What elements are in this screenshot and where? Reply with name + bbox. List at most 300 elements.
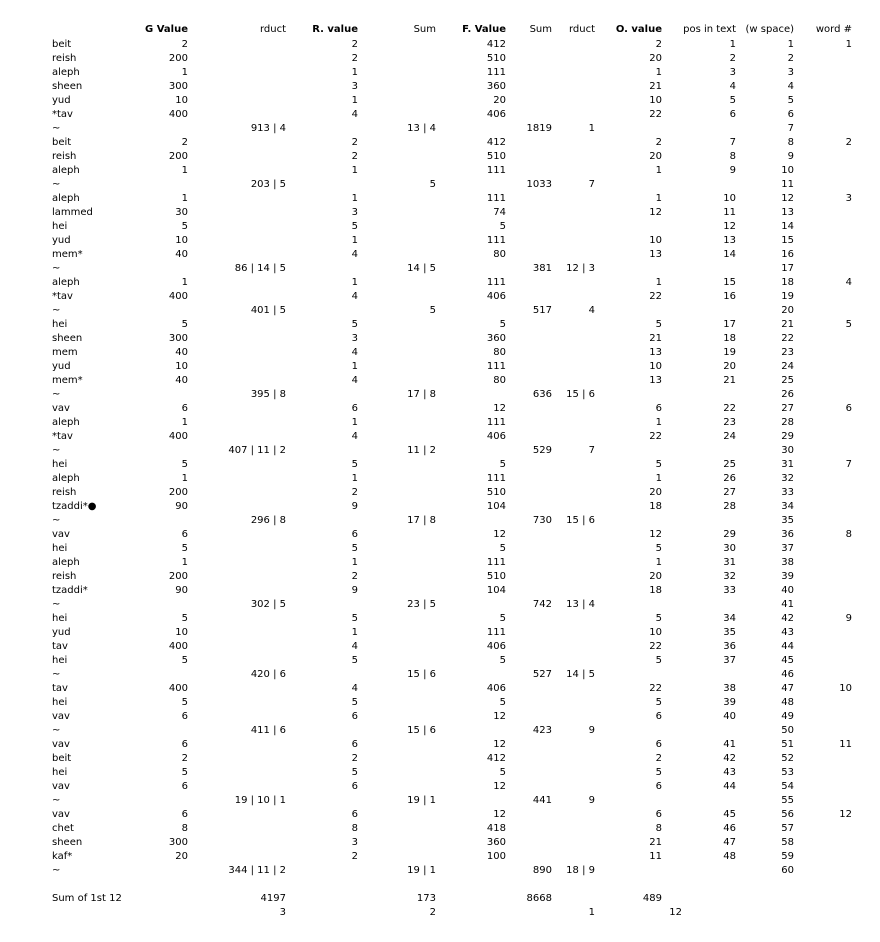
sum-2-cell: 1819	[526, 123, 552, 134]
sum-2-cell: 529	[532, 445, 552, 456]
letter-row	[0, 542, 880, 556]
letter-name: aleph	[52, 193, 80, 204]
r-value-cell: 2	[351, 571, 358, 582]
pos-in-text-cell: 15	[723, 277, 736, 288]
letter-name: beit	[52, 137, 72, 148]
r-value-cell: 4	[351, 375, 358, 386]
letter-name: beit	[52, 753, 72, 764]
rduct-2-cell: 9	[588, 795, 595, 806]
f-value-cell: 12	[493, 529, 506, 540]
pos-in-text-cell: 43	[723, 767, 736, 778]
o-value-cell: 6	[655, 403, 662, 414]
g-value-cell: 1	[181, 473, 188, 484]
sum-2-cell: 890	[532, 865, 552, 876]
pos-in-text-cell: 19	[723, 347, 736, 358]
r-value-cell: 1	[351, 95, 358, 106]
o-value-cell: 22	[649, 291, 662, 302]
r-value-cell: 6	[351, 739, 358, 750]
letter-row	[0, 472, 880, 486]
o-value-cell: 20	[649, 571, 662, 582]
f-value-cell: 5	[499, 613, 506, 624]
o-value-cell: 10	[649, 627, 662, 638]
r-value-cell: 1	[351, 557, 358, 568]
o-value-cell: 2	[655, 137, 662, 148]
w-space-cell: 7	[787, 123, 794, 134]
letter-name: tav	[52, 683, 68, 694]
g-value-cell: 5	[181, 697, 188, 708]
g-value-cell: 6	[181, 809, 188, 820]
letter-name: sheen	[52, 333, 83, 344]
r-value-cell: 6	[351, 711, 358, 722]
f-value-cell: 360	[486, 837, 506, 848]
w-space-cell: 5	[787, 95, 794, 106]
w-space-cell: 48	[781, 697, 794, 708]
r-value-cell: 4	[351, 109, 358, 120]
r-value-cell: 1	[351, 235, 358, 246]
letter-row	[0, 626, 880, 640]
pos-in-text-cell: 31	[723, 557, 736, 568]
rduct-2-cell: 12 | 3	[566, 263, 595, 274]
w-space-cell: 37	[781, 543, 794, 554]
letter-name: aleph	[52, 277, 80, 288]
o-value-cell: 1	[655, 277, 662, 288]
g-value-cell: 6	[181, 403, 188, 414]
r-value-cell: 5	[351, 655, 358, 666]
w-space-cell: 43	[781, 627, 794, 638]
o-value-cell: 18	[649, 585, 662, 596]
letter-name: reish	[52, 53, 77, 64]
pos-in-text-cell: 22	[723, 403, 736, 414]
r-value-cell: 2	[351, 137, 358, 148]
subtotal-row	[0, 388, 880, 402]
summary-reduction-row	[0, 906, 880, 920]
pos-in-text-cell: 7	[729, 137, 736, 148]
letter-name: vav	[52, 711, 70, 722]
letter-row	[0, 682, 880, 696]
w-space-cell: 55	[781, 795, 794, 806]
g-value-cell: 2	[181, 39, 188, 50]
o-value-cell: 11	[649, 851, 662, 862]
letter-name: ~	[52, 795, 61, 806]
g-value-cell: 6	[181, 739, 188, 750]
r-value-cell: 3	[351, 333, 358, 344]
w-space-cell: 33	[781, 487, 794, 498]
f-value-cell: 510	[486, 571, 506, 582]
w-space-cell: 38	[781, 557, 794, 568]
letter-row	[0, 374, 880, 388]
letter-name: aleph	[52, 417, 80, 428]
sum-2-cell: 381	[532, 263, 552, 274]
r-value-cell: 5	[351, 319, 358, 330]
o-value-cell: 22	[649, 641, 662, 652]
w-space-cell: 54	[781, 781, 794, 792]
g-value-cell: 1	[181, 165, 188, 176]
word-number-cell: 5	[845, 319, 852, 330]
g-value-cell: 40	[175, 375, 188, 386]
o-value-cell: 21	[649, 333, 662, 344]
f-value-cell: 360	[486, 333, 506, 344]
letter-row	[0, 654, 880, 668]
rduct-2-cell: 18 | 9	[566, 865, 595, 876]
letter-name: yud	[52, 627, 71, 638]
letter-name: hei	[52, 221, 68, 232]
o-value-cell: 5	[655, 459, 662, 470]
pos-in-text-cell: 20	[723, 361, 736, 372]
r-value-cell: 6	[351, 809, 358, 820]
f-value-cell: 510	[486, 151, 506, 162]
pos-in-text-cell: 35	[723, 627, 736, 638]
g-value-cell: 5	[181, 221, 188, 232]
w-space-cell: 17	[781, 263, 794, 274]
letter-row	[0, 402, 880, 416]
rduct-cell: 395 | 8	[250, 389, 286, 400]
rduct-cell: 411 | 6	[250, 725, 286, 736]
f-value-cell: 111	[486, 361, 506, 372]
summary-rduct-reduced: 3	[279, 907, 286, 918]
o-value-cell: 5	[655, 319, 662, 330]
letter-name: aleph	[52, 557, 80, 568]
word-number-cell: 12	[839, 809, 852, 820]
letter-name: vav	[52, 529, 70, 540]
w-space-cell: 1	[787, 39, 794, 50]
w-space-cell: 40	[781, 585, 794, 596]
pos-in-text-cell: 30	[723, 543, 736, 554]
letter-row	[0, 220, 880, 234]
o-value-cell: 8	[655, 823, 662, 834]
summary-rduct-2-reduced: 1	[588, 907, 595, 918]
letter-name: beit	[52, 39, 72, 50]
w-space-cell: 29	[781, 431, 794, 442]
sum-cell: 15 | 6	[407, 725, 436, 736]
w-space-cell: 45	[781, 655, 794, 666]
sum-cell: 19 | 1	[407, 865, 436, 876]
w-space-cell: 12	[781, 193, 794, 204]
g-value-cell: 10	[175, 361, 188, 372]
f-value-cell: 20	[493, 95, 506, 106]
g-value-cell: 400	[168, 683, 188, 694]
letter-row	[0, 612, 880, 626]
header-f-value: F. Value	[462, 24, 506, 35]
o-value-cell: 1	[655, 67, 662, 78]
o-value-cell: 12	[649, 207, 662, 218]
f-value-cell: 412	[486, 137, 506, 148]
pos-in-text-cell: 40	[723, 711, 736, 722]
o-value-cell: 1	[655, 417, 662, 428]
w-space-cell: 58	[781, 837, 794, 848]
r-value-cell: 5	[351, 543, 358, 554]
o-value-cell: 20	[649, 151, 662, 162]
pos-in-text-cell: 12	[723, 221, 736, 232]
r-value-cell: 1	[351, 165, 358, 176]
f-value-cell: 406	[486, 641, 506, 652]
letter-name: hei	[52, 459, 68, 470]
o-value-cell: 5	[655, 613, 662, 624]
pos-in-text-cell: 14	[723, 249, 736, 260]
g-value-cell: 1	[181, 193, 188, 204]
r-value-cell: 4	[351, 347, 358, 358]
letter-name: ~	[52, 515, 61, 526]
o-value-cell: 20	[649, 487, 662, 498]
rduct-2-cell: 9	[588, 725, 595, 736]
pos-in-text-cell: 27	[723, 487, 736, 498]
f-value-cell: 5	[499, 543, 506, 554]
pos-in-text-cell: 25	[723, 459, 736, 470]
w-space-cell: 16	[781, 249, 794, 260]
subtotal-row	[0, 122, 880, 136]
f-value-cell: 510	[486, 53, 506, 64]
letter-row	[0, 822, 880, 836]
o-value-cell: 13	[649, 375, 662, 386]
f-value-cell: 111	[486, 473, 506, 484]
subtotal-row	[0, 178, 880, 192]
letter-name: hei	[52, 767, 68, 778]
sum-2-cell: 517	[532, 305, 552, 316]
letter-row	[0, 696, 880, 710]
g-value-cell: 10	[175, 627, 188, 638]
letter-row	[0, 780, 880, 794]
r-value-cell: 2	[351, 753, 358, 764]
g-value-cell: 400	[168, 431, 188, 442]
pos-in-text-cell: 13	[723, 235, 736, 246]
sum-2-cell: 742	[532, 599, 552, 610]
f-value-cell: 111	[486, 67, 506, 78]
letter-row	[0, 808, 880, 822]
letter-row	[0, 164, 880, 178]
letter-name: ~	[52, 599, 61, 610]
letter-row	[0, 710, 880, 724]
r-value-cell: 3	[351, 81, 358, 92]
letter-name: ~	[52, 865, 61, 876]
g-value-cell: 5	[181, 459, 188, 470]
rduct-cell: 420 | 6	[250, 669, 286, 680]
g-value-cell: 1	[181, 557, 188, 568]
rduct-cell: 407 | 11 | 2	[228, 445, 286, 456]
pos-in-text-cell: 32	[723, 571, 736, 582]
g-value-cell: 6	[181, 529, 188, 540]
letter-name: vav	[52, 809, 70, 820]
letter-row	[0, 500, 880, 514]
letter-name: ~	[52, 179, 61, 190]
letter-name: vav	[52, 739, 70, 750]
header-r-value: R. value	[312, 24, 358, 35]
r-value-cell: 2	[351, 151, 358, 162]
letter-row	[0, 94, 880, 108]
w-space-cell: 49	[781, 711, 794, 722]
w-space-cell: 27	[781, 403, 794, 414]
letter-name: *tav	[52, 431, 73, 442]
o-value-cell: 18	[649, 501, 662, 512]
f-value-cell: 5	[499, 697, 506, 708]
pos-in-text-cell: 36	[723, 641, 736, 652]
pos-in-text-cell: 9	[729, 165, 736, 176]
header-rduct-2: rduct	[568, 24, 595, 35]
r-value-cell: 4	[351, 291, 358, 302]
w-space-cell: 51	[781, 739, 794, 750]
w-space-cell: 9	[787, 151, 794, 162]
w-space-cell: 26	[781, 389, 794, 400]
w-space-cell: 28	[781, 417, 794, 428]
subtotal-row	[0, 794, 880, 808]
g-value-cell: 40	[175, 347, 188, 358]
letter-row	[0, 738, 880, 752]
letter-row	[0, 360, 880, 374]
letter-row	[0, 234, 880, 248]
letter-row	[0, 318, 880, 332]
g-value-cell: 400	[168, 109, 188, 120]
letter-row	[0, 276, 880, 290]
letter-name: hei	[52, 319, 68, 330]
rduct-cell: 401 | 5	[250, 305, 286, 316]
pos-in-text-cell: 39	[723, 697, 736, 708]
letter-name: ~	[52, 725, 61, 736]
r-value-cell: 1	[351, 277, 358, 288]
letter-name: vav	[52, 403, 70, 414]
w-space-cell: 59	[781, 851, 794, 862]
w-space-cell: 30	[781, 445, 794, 456]
rduct-cell: 296 | 8	[250, 515, 286, 526]
letter-row	[0, 640, 880, 654]
g-value-cell: 400	[168, 641, 188, 652]
sum-cell: 23 | 5	[407, 599, 436, 610]
g-value-cell: 5	[181, 319, 188, 330]
pos-in-text-cell: 42	[723, 753, 736, 764]
sum-2-cell: 441	[532, 795, 552, 806]
f-value-cell: 80	[493, 347, 506, 358]
r-value-cell: 3	[351, 207, 358, 218]
letter-name: chet	[52, 823, 74, 834]
letter-name: ~	[52, 389, 61, 400]
g-value-cell: 90	[175, 501, 188, 512]
g-value-cell: 1	[181, 417, 188, 428]
g-value-cell: 300	[168, 81, 188, 92]
sum-2-cell: 423	[532, 725, 552, 736]
rduct-2-cell: 15 | 6	[566, 389, 595, 400]
sum-2-cell: 730	[532, 515, 552, 526]
rduct-cell: 86 | 14 | 5	[234, 263, 286, 274]
w-space-cell: 6	[787, 109, 794, 120]
pos-in-text-cell: 33	[723, 585, 736, 596]
sum-cell: 15 | 6	[407, 669, 436, 680]
letter-row	[0, 192, 880, 206]
header-pos-in-text: pos in text	[683, 24, 736, 35]
g-value-cell: 2	[181, 137, 188, 148]
letter-row	[0, 290, 880, 304]
letter-row	[0, 458, 880, 472]
r-value-cell: 1	[351, 193, 358, 204]
f-value-cell: 406	[486, 431, 506, 442]
f-value-cell: 12	[493, 711, 506, 722]
g-value-cell: 6	[181, 711, 188, 722]
g-value-cell: 1	[181, 67, 188, 78]
pos-in-text-cell: 23	[723, 417, 736, 428]
w-space-cell: 18	[781, 277, 794, 288]
r-value-cell: 1	[351, 67, 358, 78]
pos-in-text-cell: 21	[723, 375, 736, 386]
header-word-number: word #	[815, 24, 852, 35]
g-value-cell: 200	[168, 151, 188, 162]
rduct-2-cell: 13 | 4	[566, 599, 595, 610]
letter-row	[0, 150, 880, 164]
f-value-cell: 406	[486, 109, 506, 120]
o-value-cell: 1	[655, 193, 662, 204]
sum-cell: 5	[429, 305, 436, 316]
r-value-cell: 5	[351, 459, 358, 470]
pos-in-text-cell: 6	[729, 109, 736, 120]
header-rduct: rduct	[259, 24, 286, 35]
o-value-cell: 22	[649, 683, 662, 694]
w-space-cell: 32	[781, 473, 794, 484]
rduct-cell: 19 | 10 | 1	[234, 795, 286, 806]
o-value-cell: 6	[655, 781, 662, 792]
letter-name: yud	[52, 95, 71, 106]
letter-name: ~	[52, 669, 61, 680]
letter-name: tav	[52, 641, 68, 652]
letter-name: reish	[52, 151, 77, 162]
o-value-cell: 5	[655, 655, 662, 666]
letter-name: hei	[52, 613, 68, 624]
letter-row	[0, 430, 880, 444]
g-value-cell: 2	[181, 753, 188, 764]
pos-in-text-cell: 26	[723, 473, 736, 484]
r-value-cell: 6	[351, 529, 358, 540]
letter-row	[0, 486, 880, 500]
o-value-cell: 13	[649, 347, 662, 358]
w-space-cell: 20	[781, 305, 794, 316]
letter-name: yud	[52, 235, 71, 246]
o-value-cell: 5	[655, 697, 662, 708]
w-space-cell: 36	[781, 529, 794, 540]
w-space-cell: 57	[781, 823, 794, 834]
f-value-cell: 5	[499, 221, 506, 232]
f-value-cell: 360	[486, 81, 506, 92]
pos-in-text-cell: 5	[729, 95, 736, 106]
g-value-cell: 300	[168, 837, 188, 848]
letter-name: aleph	[52, 165, 80, 176]
g-value-cell: 20	[175, 851, 188, 862]
letter-row	[0, 206, 880, 220]
letter-name: ~	[52, 263, 61, 274]
o-value-cell: 6	[655, 809, 662, 820]
f-value-cell: 111	[486, 165, 506, 176]
o-value-cell: 22	[649, 431, 662, 442]
word-number-cell: 10	[839, 683, 852, 694]
r-value-cell: 2	[351, 39, 358, 50]
subtotal-row	[0, 598, 880, 612]
subtotal-row	[0, 864, 880, 878]
f-value-cell: 80	[493, 249, 506, 260]
f-value-cell: 12	[493, 403, 506, 414]
r-value-cell: 1	[351, 473, 358, 484]
summary-row	[0, 892, 880, 906]
g-value-cell: 400	[168, 291, 188, 302]
pos-in-text-cell: 17	[723, 319, 736, 330]
letter-name: mem	[52, 347, 78, 358]
letter-name: lammed	[52, 207, 93, 218]
r-value-cell: 2	[351, 487, 358, 498]
g-value-cell: 200	[168, 53, 188, 64]
o-value-cell: 22	[649, 109, 662, 120]
o-value-cell: 10	[649, 95, 662, 106]
letter-row	[0, 108, 880, 122]
sum-2-cell: 1033	[526, 179, 552, 190]
rduct-cell: 203 | 5	[250, 179, 286, 190]
subtotal-row	[0, 304, 880, 318]
sum-cell: 17 | 8	[407, 515, 436, 526]
letter-name: ~	[52, 123, 61, 134]
letter-row	[0, 850, 880, 864]
word-number-cell: 9	[845, 613, 852, 624]
o-value-cell: 20	[649, 53, 662, 64]
